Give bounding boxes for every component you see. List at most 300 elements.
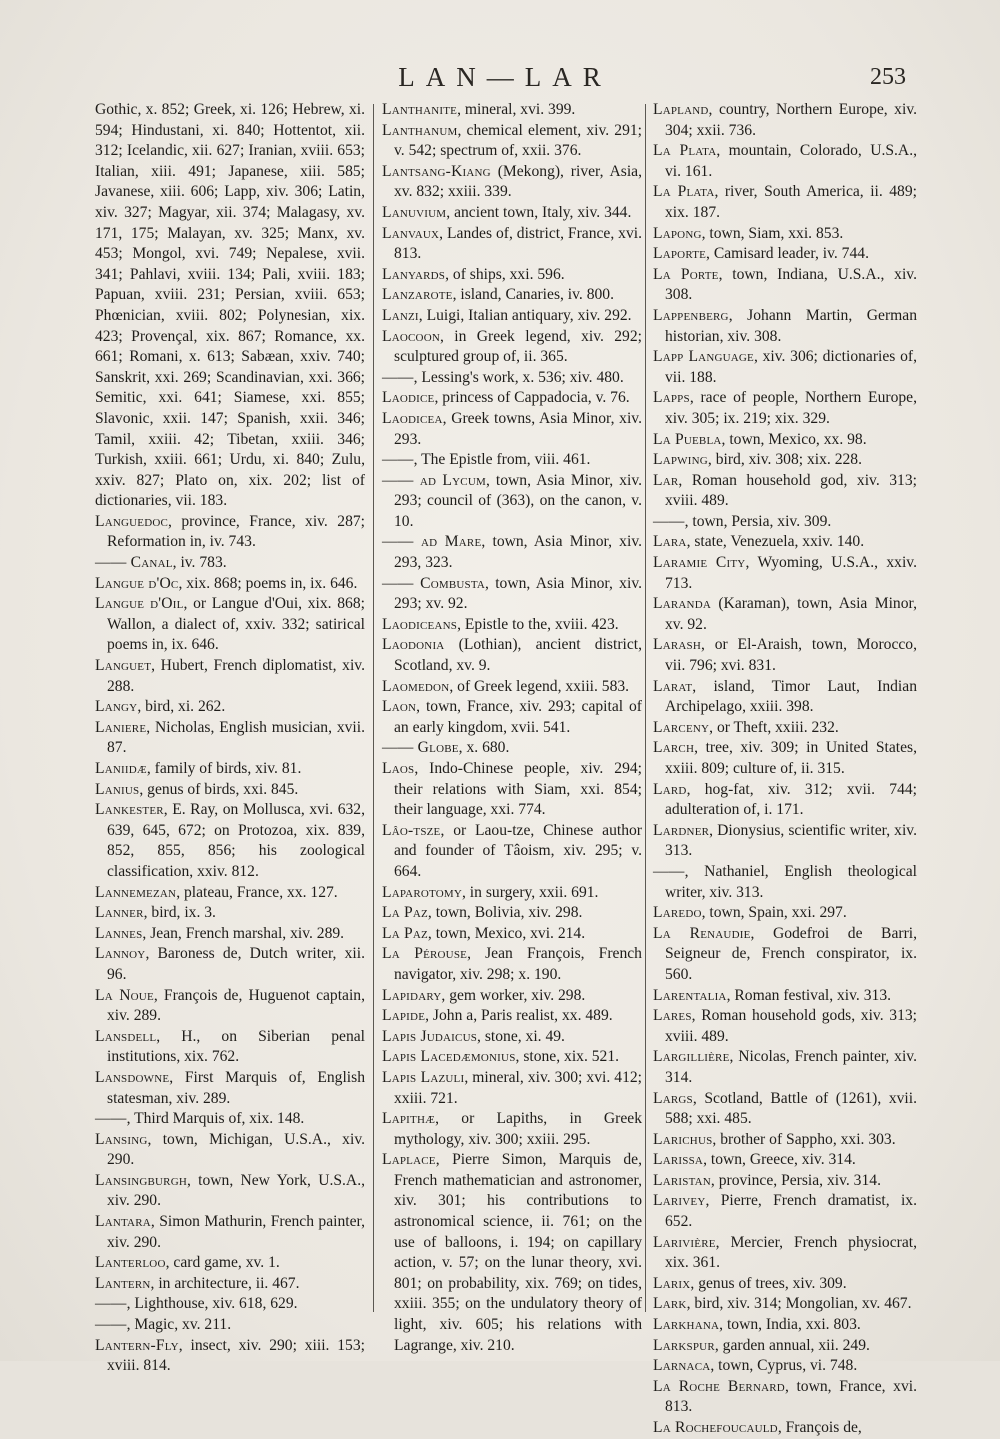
index-entry (382, 409, 642, 450)
entry-headword: Lantsang-Kiang (382, 162, 491, 180)
entry-references: , xiv. 306; dictionaries of, vii. 188. (665, 348, 917, 386)
index-entry (653, 780, 917, 821)
entry-references: , Roman festival, xiv. 313. (726, 986, 892, 1004)
entry-headword: —— ad Lycum (382, 471, 486, 489)
entry-references: Gothic, x. 852; Greek, xi. 126; Hebrew, xi. 594; Hindustani, xi. 840; Hottentot, xii. 312; Icelandic, xii. 627; Iranian, xviii. 653; Italian, xiii. 491; Japanese, xiii. 585; Javanese, xiii. 606; Lapp, xiv. 306; Latin, xiv. 327; Magyar, xii. 374; Malagasy, xv. 171, 175; Malayan, xv. 325; Manx, xv. 453; Mongol, xvi. 749; Nepalese, xvii. 341; Pahlavi, xviii. 134; Pali, xviii. 183; Papuan, xviii. 231; Persian, xviii. 653; Phœnician, xviii. 802; Polynesian, xix. 423; Provençal, xix. 867; Romance, xx. 661; Romani, x. 613; Sabæan, xxiv. 740; Sanskrit, xxi. 269; Scandinavian, xxi. 366; Semitic, xxi. 641; Siamese, xxi. 855; Slavonic, xxii. 147; Spanish, xxii. 346; Tamil, xxiii. 42; Tibetan, xxiii. 346; Turkish, xxiii. 661; Urdu, xi. 840; Zulu, xxiv. 827; Plato on, xix. 202; list of dictionaries, vii. 183. (95, 101, 365, 510)
index-entry (653, 1006, 917, 1047)
entry-references: , Johann Martin, German historian, xiv. 308. (665, 306, 917, 345)
index-entry (653, 1356, 917, 1377)
entry-headword: Langy (95, 698, 138, 716)
entry-references: , Magic, xv. 211. (126, 1316, 232, 1334)
entry-headword: Laos (382, 760, 415, 777)
entry-headword: Lansingburgh (95, 1171, 187, 1189)
entry-headword: —— Combusta (382, 574, 485, 592)
index-entry (382, 388, 642, 409)
entry-headword: Laodonia (382, 636, 445, 654)
index-entry (382, 903, 642, 924)
index-column-2 (382, 100, 642, 1356)
entry-headword: La Roche Bernard (653, 1377, 785, 1395)
index-entry (95, 780, 365, 801)
entry-headword: Laon (382, 698, 417, 716)
entry-references: , province, France, xiv. 287; Reformation in, iv. 743. (107, 512, 365, 551)
entry-references: , gem worker, xiv. 298. (441, 986, 586, 1004)
entry-references: , mountain, Colorado, U.S.A., vi. 161. (665, 142, 917, 180)
entry-references: , Luigi, Italian antiquary, xiv. 292. (418, 306, 632, 324)
entry-references: , town, France, xvi. 813. (665, 1377, 917, 1416)
entry-headword: Larash (653, 636, 702, 654)
entry-references: , bird, xiv. 308; xix. 228. (707, 451, 862, 469)
entry-references: , town, Siam, xxi. 853. (701, 224, 844, 242)
index-entry (382, 1047, 642, 1068)
entry-references: , or Langue d'Oui, xix. 868; Wallon, a dialect of, xxiv. 332; satirical poems in, ix. 646. (107, 595, 365, 654)
entry-headword: Laomedon (382, 677, 450, 695)
entry-headword: La Renaudie (653, 924, 751, 942)
entry-headword: Larentalia (653, 986, 727, 1004)
entry-headword: Lannes (95, 924, 143, 942)
entry-references: , Epistle to the, xviii. 423. (457, 615, 619, 633)
entry-headword: Largillière (653, 1048, 730, 1066)
entry-references: , plateau, France, xx. 127. (176, 883, 338, 901)
entry-references: , town, Asia Minor, xiv. 293, 323. (394, 533, 642, 572)
index-entry (382, 738, 642, 759)
entry-references: , E. Ray, on Mollusca, xvi. 632, 639, 645, 672; on Protozoa, xix. 839, 852, 855, 856; his zoological classification, xxiv. 812. (107, 801, 365, 880)
index-entry (653, 1233, 917, 1274)
entry-headword: —— Globe (382, 739, 459, 757)
index-entry (382, 224, 642, 265)
index-entry (653, 265, 917, 306)
index-entry (653, 471, 917, 512)
index-entry (95, 1294, 365, 1315)
entry-references: , genus of birds, xxi. 845. (139, 780, 299, 798)
index-entry (653, 1191, 917, 1232)
entry-headword: Laparotomy (382, 883, 462, 901)
index-entry (382, 450, 642, 471)
index-entry (382, 532, 642, 573)
entry-headword: Lapidary (382, 986, 442, 1004)
entry-references: , race of people, Northern Europe, xiv. 305; ix. 219; xix. 329. (665, 389, 917, 427)
entry-references: , Camisard leader, iv. 744. (706, 245, 869, 263)
entry-references: , province, Persia, xiv. 314. (710, 1171, 881, 1189)
index-entry (653, 224, 917, 245)
index-entry (382, 944, 642, 985)
entry-references: , Roman household god, xiv. 313; xviii. 489. (665, 471, 917, 510)
index-entry (382, 635, 642, 676)
entry-headword: Lares (653, 1007, 692, 1025)
entry-references: , Godefroi de Barri, Seigneur de, French conspirator, ix. 560. (665, 924, 917, 983)
entry-headword: Larch (653, 739, 695, 757)
entry-references: , bird, xi. 262. (137, 698, 226, 716)
entry-headword: Laodiceans (382, 615, 458, 633)
entry-references: (Karaman), town, Asia Minor, xv. 92. (665, 595, 917, 633)
entry-headword: Lannoy (95, 945, 146, 963)
entry-headword: Laodice (382, 389, 435, 407)
entry-references: , garden annual, xii. 249. (714, 1336, 870, 1354)
entry-references: , or El-Araish, town, Morocco, vii. 796; xvi. 831. (665, 636, 917, 675)
entry-references: , town, Mexico, xvi. 214. (427, 924, 586, 942)
entry-references: , bird, ix. 3. (143, 904, 216, 922)
running-head: LAN—LAR (398, 62, 612, 92)
index-entry (95, 1068, 365, 1109)
entry-headword: Laporte (653, 245, 707, 263)
entry-headword: Lapis Lazuli (382, 1068, 465, 1086)
index-entry (382, 285, 642, 306)
entry-headword: Lard (653, 780, 687, 798)
index-entry (653, 1089, 917, 1130)
entry-headword: La Pérouse (382, 945, 468, 963)
index-entry (382, 1150, 642, 1356)
entry-references: , town, Bolivia, xiv. 298. (427, 904, 583, 922)
entry-references: , town, Asia Minor, xiv. 293; council of (363), on the canon, v. 10. (394, 471, 643, 530)
entry-headword: Lantern (95, 1274, 151, 1292)
entry-headword: Lanius (95, 780, 140, 798)
index-entry (653, 388, 917, 429)
entry-references: , chemical element, xiv. 291; v. 542; spectrum of, xxii. 376. (394, 121, 642, 160)
index-entry (653, 1171, 917, 1192)
entry-references: , John a, Paris realist, xx. 489. (425, 1007, 613, 1025)
index-entry (653, 718, 917, 739)
index-entry (382, 615, 642, 636)
index-entry (653, 1315, 917, 1336)
entry-references: , genus of trees, xiv. 309. (690, 1274, 847, 1292)
index-entry (653, 1377, 917, 1418)
index-entry (382, 986, 642, 1007)
entry-headword: Lapong (653, 224, 702, 242)
entry-references: , town, India, xxi. 803. (719, 1316, 861, 1334)
entry-headword: Lapwing (653, 451, 708, 469)
entry-headword: Lanzi (382, 306, 419, 324)
index-entry (382, 883, 642, 904)
entry-headword: Larix (653, 1274, 691, 1292)
entry-headword: La Paz (382, 904, 428, 922)
entry-headword: Laristan (653, 1171, 711, 1189)
entry-headword: —— Canal (95, 554, 173, 572)
entry-headword: Lanterloo (95, 1254, 166, 1272)
index-entry (95, 1315, 365, 1336)
entry-headword: —— (95, 1316, 127, 1334)
entry-headword: Lannemezan (95, 883, 177, 901)
entry-references: , state, Venezuela, xxiv. 140. (686, 533, 865, 551)
entry-references: , family of birds, xiv. 81. (146, 760, 302, 777)
entry-headword: Languet (95, 657, 152, 675)
entry-references: , or Lapiths, in Greek mythology, xiv. 300; xxiii. 295. (394, 1110, 642, 1148)
entry-headword: Lanzarote (382, 286, 453, 304)
page-number: 253 (870, 64, 906, 90)
entry-references: , in architecture, ii. 467. (150, 1274, 300, 1292)
entry-headword: Lanuvium (382, 203, 447, 221)
index-entry (382, 121, 642, 162)
entry-headword: Larceny (653, 718, 710, 736)
index-entry (653, 347, 917, 388)
entry-headword: Lansing (95, 1130, 148, 1148)
index-entry (653, 738, 917, 779)
entry-references: , Hubert, French diplomatist, xiv. 288. (107, 657, 365, 695)
index-entry (95, 800, 365, 882)
entry-references: , or Theft, xxiii. 232. (709, 718, 839, 736)
entry-references: , tree, xiv. 309; in United States, xxiii. 809; culture of, ii. 315. (665, 739, 917, 777)
entry-headword: Lâo-tsze (382, 821, 441, 839)
entry-references: , town, Cyprus, vi. 748. (710, 1357, 858, 1375)
index-entry (653, 1294, 917, 1315)
entry-references: , stone, xix. 521. (515, 1048, 620, 1066)
entry-references: , or Laou-tze, Chinese author and founder of Tâoism, xiv. 295; v. 664. (394, 821, 642, 880)
index-entry (95, 594, 365, 656)
index-entry (382, 677, 642, 698)
entry-references: , town, New York, U.S.A., xiv. 290. (107, 1171, 365, 1210)
entry-references: , island, Timor Laut, Indian Archipelago, xxiii. 398. (665, 677, 917, 716)
index-entry (382, 1006, 642, 1027)
entry-references: , town, Asia Minor, xiv. 293; xv. 92. (394, 574, 642, 613)
index-entry (95, 574, 365, 595)
entry-references: , Jean François, French navigator, xiv. 298; x. 190. (394, 945, 642, 983)
column-divider (645, 104, 646, 1312)
index-entry (653, 1274, 917, 1295)
entry-headword: Lapis Lacedæmonius (382, 1048, 516, 1066)
index-entry (653, 986, 917, 1007)
index-entry (653, 1130, 917, 1151)
entry-references: , mineral, xiv. 300; xvi. 412; xxiii. 721. (394, 1068, 643, 1107)
entry-headword: Larat (653, 677, 693, 695)
index-entry (382, 265, 642, 286)
entry-headword: Lapithæ (382, 1110, 436, 1128)
entry-references: , H., on Siberian penal institutions, xix. 762. (107, 1027, 365, 1066)
index-entry (95, 1130, 365, 1171)
entry-headword: La Plata (653, 183, 715, 201)
index-entry (382, 327, 642, 368)
entry-references: , Baroness de, Dutch writer, xii. 96. (107, 945, 365, 983)
entry-headword: Laocoon (382, 327, 440, 345)
entry-references: , Nicolas, French painter, xiv. 314. (665, 1048, 917, 1086)
entry-references: , Wyoming, U.S.A., xxiv. 713. (665, 554, 917, 592)
index-entry (95, 1253, 365, 1274)
entry-headword: Laranda (653, 595, 711, 613)
index-entry (382, 471, 642, 533)
index-entry (653, 1336, 917, 1357)
entry-headword: Lapis Judaicus (382, 1027, 478, 1045)
entry-headword: Lapp Language (653, 348, 754, 366)
entry-headword: Larnaca (653, 1357, 711, 1375)
index-entry (653, 1150, 917, 1171)
index-entry (653, 594, 917, 635)
entry-headword: Languedoc (95, 512, 169, 530)
entry-headword: Lappenberg (653, 306, 729, 324)
entry-headword: Lapland (653, 101, 709, 118)
entry-headword: Laplace (382, 1151, 436, 1169)
index-entry (653, 244, 917, 265)
entry-headword: Laniidæ (95, 760, 147, 777)
entry-references: , in surgery, xxii. 691. (462, 883, 599, 901)
index-entry (653, 182, 917, 223)
entry-headword: La Porte (653, 265, 719, 283)
entry-references: , Roman household gods, xiv. 313; xviii. 489. (665, 1007, 917, 1045)
index-column-1 (95, 100, 365, 1377)
index-entry (653, 306, 917, 347)
entry-headword: Langue d'Oc (95, 574, 179, 592)
index-entry (382, 1068, 642, 1109)
entry-references: , Lessing's work, x. 536; xiv. 480. (413, 368, 624, 386)
entry-references: , town, Indiana, U.S.A., xiv. 308. (665, 265, 917, 304)
entry-references: , Pierre, French dramatist, ix. 652. (665, 1192, 917, 1231)
index-entry (653, 512, 917, 533)
entry-headword: Largs (653, 1089, 693, 1107)
index-entry (95, 1109, 365, 1130)
entry-references: , Third Marquis of, xix. 148. (126, 1110, 305, 1128)
entry-references: , of ships, xxi. 596. (445, 265, 565, 283)
entry-headword: Larkspur (653, 1336, 715, 1354)
entry-references: , iv. 783. (172, 554, 227, 572)
entry-references: , country, Northern Europe, xiv. 304; xxii. 736. (665, 101, 917, 139)
entry-headword: Laramie City (653, 554, 746, 572)
entry-references: , The Epistle from, viii. 461. (413, 451, 591, 469)
entry-references: , Simon Mathurin, French painter, xiv. 290. (107, 1213, 365, 1251)
entry-headword: Lankester (95, 801, 164, 819)
entry-references: , town, Greece, xiv. 314. (703, 1151, 856, 1169)
entry-headword: —— (382, 368, 414, 386)
index-entry (653, 141, 917, 182)
entry-references: , island, Canaries, iv. 800. (452, 286, 615, 304)
index-entry (653, 1418, 917, 1439)
index-entry (382, 759, 642, 821)
index-entry (95, 718, 365, 759)
entry-headword: Langue d'Oil (95, 595, 184, 613)
index-entry (382, 203, 642, 224)
entry-headword: La Paz (382, 924, 428, 942)
entry-headword: La Rochefoucauld (653, 1419, 778, 1436)
entry-references: , town, Spain, xxi. 297. (701, 904, 847, 922)
index-entry (95, 903, 365, 924)
entry-headword: La Puebla (653, 430, 722, 448)
entry-headword: Larkhana (653, 1316, 720, 1334)
entry-references: , Landes of, district, France, xvi. 813. (394, 224, 642, 263)
entry-headword: —— (653, 512, 685, 530)
index-entry (95, 553, 365, 574)
entry-headword: Lanyards (382, 265, 446, 283)
index-column-3 (653, 100, 917, 1439)
index-entry (382, 821, 642, 883)
entry-headword: Lanvaux (382, 224, 440, 242)
entry-headword: —— (95, 1295, 127, 1313)
entry-references: , Indo-Chinese people, xiv. 294; their relations with Siam, xxi. 854; their language, xxi. 774. (394, 760, 642, 819)
entry-references: , Nathaniel, English theological writer, xiv. 313. (665, 862, 917, 901)
entry-references: , xix. 868; poems in, ix. 646. (178, 574, 358, 592)
entry-references: , brother of Sappho, xxi. 303. (712, 1130, 896, 1148)
index-entry (95, 1027, 365, 1068)
entry-headword: Lansdowne (95, 1068, 170, 1086)
entry-headword: Lantern-Fly (95, 1336, 179, 1354)
entry-references: , Scotland, Battle of (1261), xvii. 588; xxi. 485. (665, 1089, 917, 1128)
entry-headword: La Noue (95, 986, 154, 1004)
entry-references: , town, Michigan, U.S.A., xiv. 290. (107, 1130, 365, 1169)
entry-headword: Larichus (653, 1130, 713, 1148)
column-divider (373, 104, 374, 1312)
entry-headword: Lantara (95, 1213, 151, 1231)
index-entry (653, 430, 917, 451)
entry-references: , town, France, xiv. 293; capital of an early kingdom, xvii. 541. (394, 698, 642, 736)
entry-references: , ancient town, Italy, xiv. 344. (446, 203, 632, 221)
index-entry (95, 697, 365, 718)
index-entry (382, 162, 642, 203)
index-entry (653, 862, 917, 903)
index-entry (382, 697, 642, 738)
index-entry (653, 553, 917, 594)
entry-references: , Mercier, French physiocrat, xix. 361. (665, 1233, 917, 1272)
entry-references: , Pierre Simon, Marquis de, French mathematician and astronomer, xiv. 301; his contributions to astronomical science, ii. 761; on the use of balloons, i. 194; on capillary action, v. 57; on the lunar theory, xvi. 801; on probability, xix. 769; on tides, xxiii. 355; on the undulatory theory of light, xiv. 605; his relations with Lagrange, xiv. 210. (394, 1151, 642, 1354)
index-entry (95, 512, 365, 553)
index-entry (653, 821, 917, 862)
index-entry (653, 532, 917, 553)
entry-headword: La Plata (653, 142, 717, 160)
entry-references: (Mekong), river, Asia, xv. 832; xxiii. 339. (394, 162, 642, 201)
entry-references: , princess of Cappadocia, v. 76. (434, 389, 630, 407)
entry-references: , Lighthouse, xiv. 618, 629. (126, 1295, 298, 1313)
entry-headword: Lanner (95, 904, 144, 922)
index-entry (653, 1047, 917, 1088)
index-entry (95, 986, 365, 1027)
index-entry (653, 903, 917, 924)
entry-references: , town, Mexico, xx. 98. (721, 430, 867, 448)
entry-headword: Lardner (653, 821, 710, 839)
entry-headword: Lanthanite (382, 101, 458, 118)
entry-headword: Lark (653, 1295, 687, 1313)
entry-headword: Lapide (382, 1007, 426, 1025)
index-entry (653, 677, 917, 718)
entry-references: , Greek towns, Asia Minor, xiv. 293. (394, 409, 642, 448)
entry-headword: Lansdell (95, 1027, 157, 1045)
entry-references: , x. 680. (458, 739, 510, 757)
index-entry (382, 306, 642, 327)
entry-headword: —— (382, 451, 414, 469)
index-entry (95, 1212, 365, 1253)
index-entry (653, 100, 917, 141)
index-entry (95, 759, 365, 780)
index-entry (95, 944, 365, 985)
index-entry (382, 100, 642, 121)
entry-references: , card game, xv. 1. (165, 1254, 280, 1272)
entry-headword: Laodicea (382, 409, 443, 427)
entry-references: , insect, xiv. 290; xiii. 153; xviii. 814. (107, 1336, 365, 1375)
entry-references: , Jean, French marshal, xiv. 289. (142, 924, 345, 942)
entry-references: , hog-fat, xiv. 312; xvii. 744; adulteration of, i. 171. (665, 780, 917, 819)
index-entry (95, 924, 365, 945)
entry-references: , in Greek legend, xiv. 292; sculptured group of, ii. 365. (394, 327, 642, 366)
entry-headword: —— ad Mare (382, 533, 482, 551)
entry-headword: Laniere (95, 718, 147, 736)
entry-references: , First Marquis of, English statesman, xiv. 289. (107, 1068, 365, 1107)
entry-headword: Laredo (653, 904, 702, 922)
entry-references: , bird, xiv. 314; Mongolian, xv. 467. (686, 1295, 912, 1313)
entry-headword: Larivey (653, 1192, 706, 1210)
entry-references: , river, South America, ii. 489; xix. 187. (665, 183, 917, 221)
entry-references: , stone, xi. 49. (477, 1027, 565, 1045)
entry-references: , Dionysius, scientific writer, xiv. 313. (665, 821, 917, 860)
index-entry (382, 924, 642, 945)
entry-headword: Lar (653, 471, 679, 489)
entry-references: (Lothian), ancient district, Scotland, xv. 9. (394, 636, 642, 675)
index-entry (653, 635, 917, 676)
index-entry (382, 574, 642, 615)
entry-references: , mineral, xvi. 399. (457, 101, 576, 118)
entry-headword: Lapps (653, 389, 690, 407)
entry-references: , François de, (777, 1419, 862, 1436)
index-entry (382, 368, 642, 389)
index-entry (95, 1171, 365, 1212)
entry-headword: Larivière (653, 1233, 716, 1251)
index-entry (653, 924, 917, 986)
index-entry (95, 1274, 365, 1295)
entry-headword: Larissa (653, 1151, 704, 1169)
entry-headword: Lanthanum (382, 121, 458, 139)
page-header (0, 62, 1000, 98)
index-entry (653, 450, 917, 471)
